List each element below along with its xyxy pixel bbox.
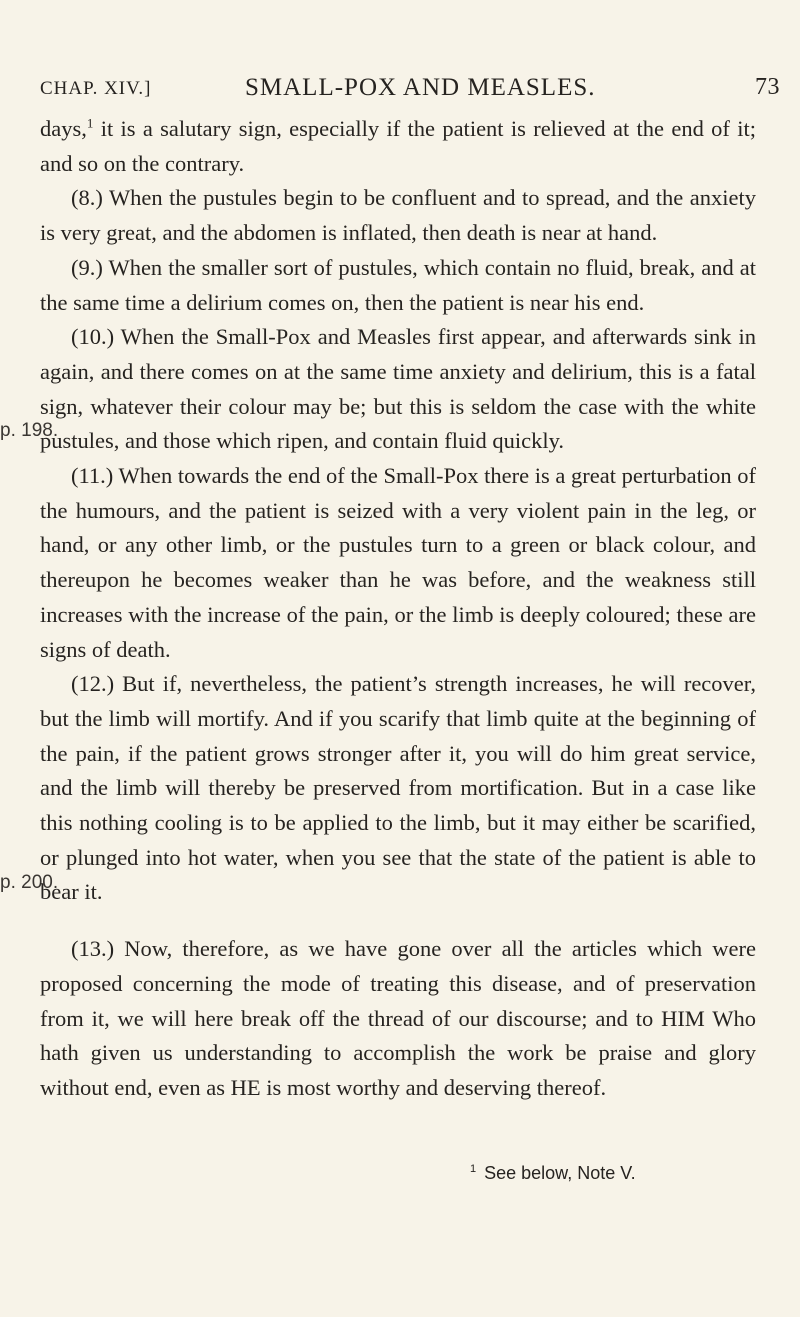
text-run: days, [40, 116, 87, 141]
chapter-label: CHAP. XIV.] [40, 78, 152, 99]
footnote [470, 1163, 636, 1184]
body-text [40, 112, 756, 1106]
margin-note-p198: p. 198. [0, 420, 59, 441]
paragraph-continuation [40, 112, 756, 181]
text-run: limb will thereby be preserved from mortification. But in a case like this nothing cooling is to be applied to the limb, but it may either be scarified, or plunged into hot water, when you see that the state of the patient is able to bear it. [40, 775, 756, 905]
text-run: (10.) When the Small-Pox and Measles first appear, and afterwards sink in again, and there comes on at the same time [40, 324, 756, 384]
text-run: it is a salutary sign, especially if the patient is relieved at the end of it; and so on the contrary. [40, 116, 756, 176]
page-title: SMALL-POX AND MEASLES. [245, 74, 596, 101]
footnote-marker: 1 [470, 1163, 477, 1175]
footnote-text: See below, Note V. [484, 1163, 636, 1183]
paragraph-12 [40, 667, 756, 910]
paragraph-11: (11.) When towards the end of the Small-Pox there is a great perturbation of the humours, and the patient is seized with a very violent pain in the leg, or hand, or any other limb, or the pustules turn to a green or black colour, and thereupon he becomes weaker than he was before, and the weakness still increases with the increase of the pain, or the limb is deeply coloured; these are signs of death. [40, 463, 756, 662]
paragraph-9: (9.) When the smaller sort of pustules, which contain no fluid, break, and at the same time a delirium comes on, then the patient is near his end. [40, 254, 756, 315]
page-number: 73 [755, 74, 780, 100]
paragraph-13: (13.) Now, therefore, as we have gone over all the articles which were proposed concerning the mode of treating this disease, and of preservation from it, we will here break off the thread of our discourse; and to HIM Who hath given us understanding to accomplish the work be praise and glory without end, even as HE is most worthy and deserving thereof. [40, 936, 756, 1100]
running-header [40, 74, 780, 110]
text-run: anxiety and delirium, this is a fatal sign, whatever their colour may be; but this is seldom the case with the white pustules, and those which ripen, and contain fluid quickly. [40, 358, 756, 454]
text-run: (12.) But if, nevertheless, the patient’s strength increases, he will recover, but the limb will mortify. And if you scarify that limb quite at the beginning of the pain, if the patient grows stronger after it, you will do him great service, and the [40, 671, 756, 801]
paragraph-10 [40, 320, 756, 459]
paragraph-8: (8.) When the pustules begin to be confluent and to spread, and the anxiety is very great, and the abdomen is inflated, then death is near at hand. [40, 185, 756, 246]
margin-note-p200: p. 200. [0, 872, 59, 893]
footnote-ref: 1 [86, 115, 94, 131]
